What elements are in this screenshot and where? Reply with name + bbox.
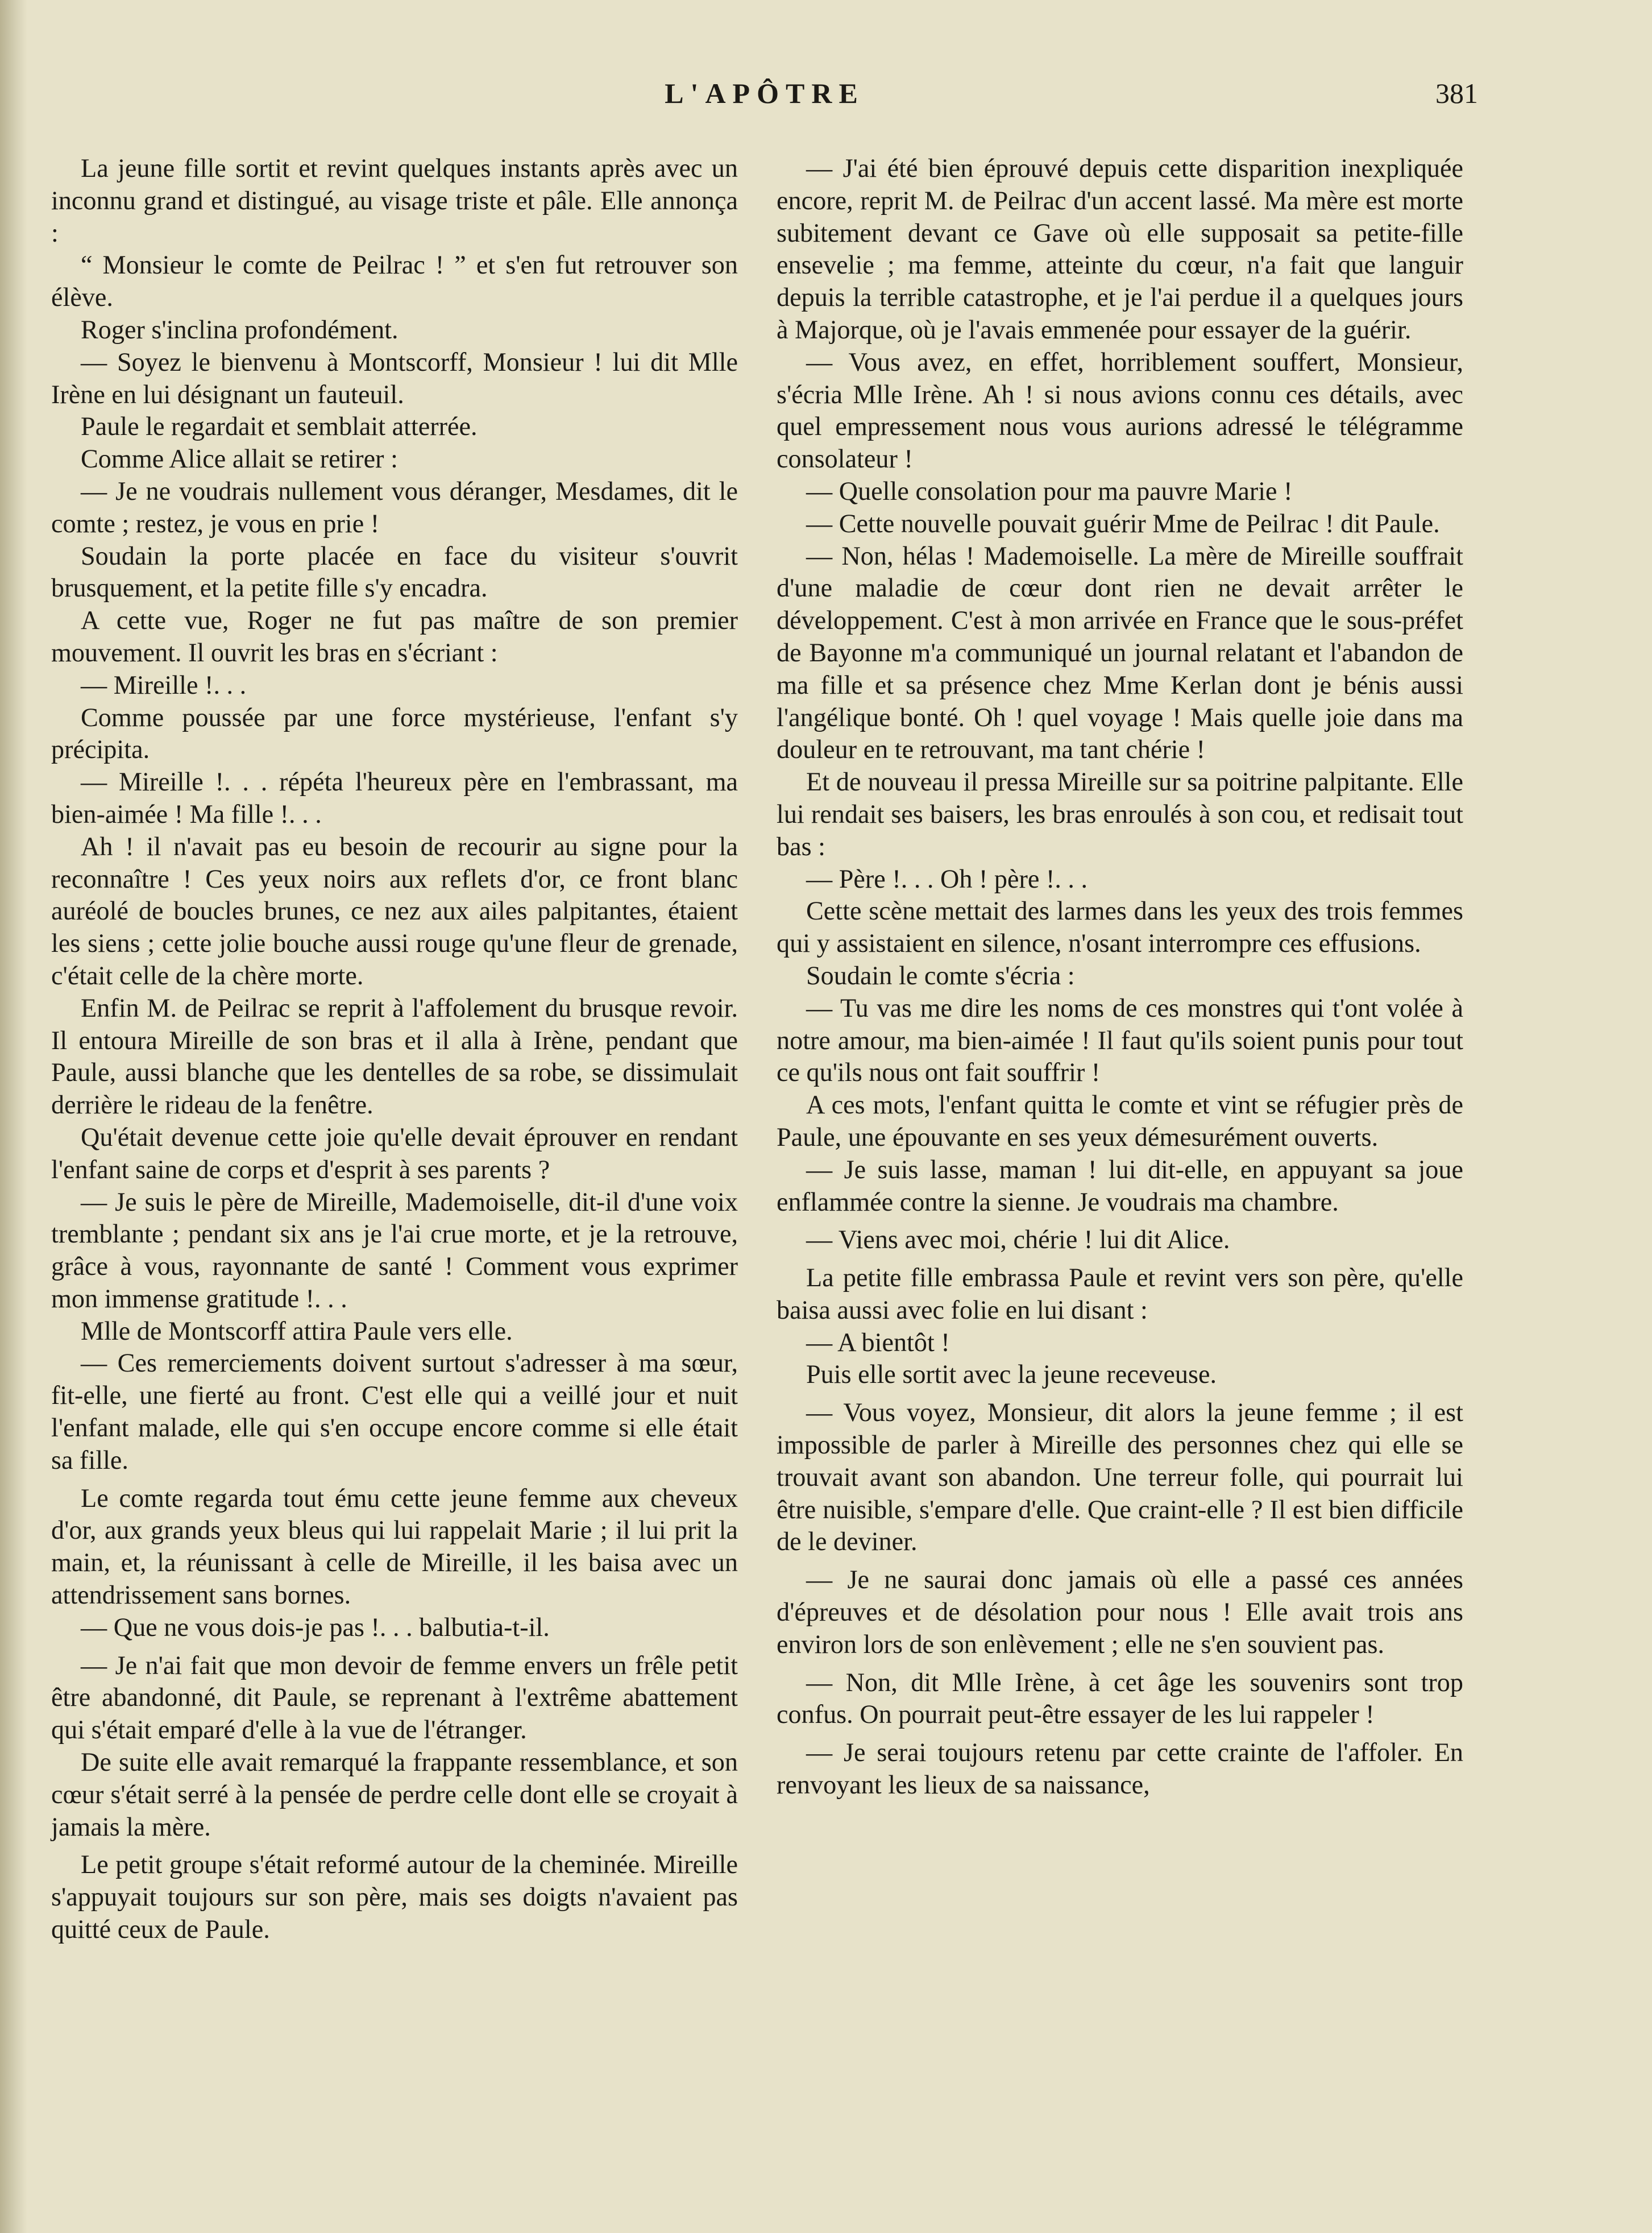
paragraph: — Vous voyez, Monsieur, dit alors la jeune femme ; il est impossible de parler à Mireille des personnes chez qui elle se trouvait avant son abandon. Une terreur folle, qui pourrait lui être nuisible, s'empare d'elle. Que craint-elle ? Il est bien difficile de le deviner. [777,1398,1463,1556]
paragraph: — J'ai été bien éprouvé depuis cette disparition inexpliquée encore, reprit M. de Peilrac d'un accent lassé. Ma mère est morte subitement devant ce Gave où elle supposait sa petite-fille ensevelie ; ma femme, atteinte du cœur, n'a fait que languir depuis la terrible catastrophe, et je l'ai perdue il a quelques jours à Majorque, où je l'avais emmenée pour essayer de la guérir. [777,154,1463,344]
paragraph: — Je ne saurai donc jamais où elle a passé ces années d'épreuves et de désolation pour nous ! Elle avait trois ans environ lors de son enlèvement ; elle ne s'en souvient pas. [777,1565,1463,1659]
paragraph: — Je n'ai fait que mon devoir de femme envers un frêle petit être abandonné, dit Paule, se reprenant à l'extrême abattement qui s'était emparé d'elle à la vue de l'étranger. [51,1650,738,1745]
paragraph: — Père !. . . Oh ! père !. . . [806,864,1088,893]
paragraph: — Non, hélas ! Mademoiselle. La mère de Mireille souffrait d'une maladie de cœur dont rien ne devait arrêter le développement. C'est à mon arrivée en France que le sous-préfet de Bayonne m'a communiqué un journal relatant et l'abandon de ma fille et sa présence chez Mme Kerlan dont je bénis aussi l'angélique bonté. Oh ! quel voyage ! Mais quelle joie dans ma douleur en te retrouvant, ma tant chérie ! [777,541,1463,764]
paragraph: Cette scène mettait des larmes dans les yeux des trois femmes qui y assistaient en silence, n'osant interrompre ces effusions. [777,896,1463,958]
paragraph: Mlle de Montscorff attira Paule vers elle. [81,1316,513,1345]
paragraph: — Tu vas me dire les noms de ces monstres qui t'ont volée à notre amour, ma bien-aimée ! Il faut qu'ils soient punis pour tout ce qu'ils nous ont fait souffrir ! [777,993,1463,1087]
paragraph: Soudain le comte s'écria : [806,960,1075,990]
paragraph: — Mireille !. . . répéta l'heureux père en l'embrassant, ma bien-aimée ! Ma fille !. . . [51,767,738,828]
paragraph: — Je serai toujours retenu par cette crainte de l'affoler. En renvoyant les lieux de sa naissance, [777,1738,1463,1800]
paragraph: Soudain la porte placée en face du visiteur s'ouvrit brusquement, et la petite fille s'y encadra. [51,541,738,603]
left-column [51,152,738,1946]
paragraph: Et de nouveau il pressa Mireille sur sa poitrine palpitante. Elle lui rendait ses baisers, les bras enroulés à son cou, et redisait tout bas : [777,767,1463,861]
page-header [51,77,1478,122]
paragraph: — Cette nouvelle pouvait guérir Mme de Peilrac ! dit Paule. [806,508,1440,538]
paragraph: Le comte regarda tout ému cette jeune femme aux cheveux d'or, aux grands yeux bleus qui lui rappelait Marie ; il lui prit la main, et, la réunissant à celle de Mireille, il les baisa avec un attendrissement sans bornes. [51,1483,738,1610]
paragraph: — Vous avez, en effet, horriblement souffert, Monsieur, s'écria Mlle Irène. Ah ! si nous avions connu ces détails, avec quel empressement nous vous aurions adressé le télégramme consolateur ! [777,347,1463,474]
paragraph: — Non, dit Mlle Irène, à cet âge les souvenirs sont trop confus. On pourrait peut-être essayer de les lui rappeler ! [777,1667,1463,1729]
paragraph: — Je suis lasse, maman ! lui dit-elle, en appuyant sa joue enflammée contre la sienne. Je voudrais ma chambre. [777,1154,1463,1216]
paragraph: La jeune fille sortit et revint quelques instants après avec un inconnu grand et distingué, au visage triste et pâle. Elle annonça : [51,154,738,247]
paragraph: Comme Alice allait se retirer : [81,444,398,474]
paragraph: De suite elle avait remarqué la frappante ressemblance, et son cœur s'était serré à la pensée de perdre celle dont elle se croyait à jamais la mère. [51,1747,738,1841]
paragraph: — Viens avec moi, chérie ! lui dit Alice. [806,1225,1230,1254]
paragraph: Paule le regardait et semblait atterrée. [81,412,478,441]
paragraph: Le petit groupe s'était reformé autour de la cheminée. Mireille s'appuyait toujours sur son père, mais ses doigts n'avaient pas quitté ceux de Paule. [51,1850,738,1944]
paragraph: Puis elle sortit avec la jeune receveuse. [806,1360,1217,1389]
paragraph: — Quelle consolation pour ma pauvre Marie ! [806,476,1293,506]
paragraph: — Soyez le bienvenu à Montscorff, Monsieur ! lui dit Mlle Irène en lui désignant un fauteuil. [51,347,738,409]
right-column [777,152,1463,1801]
paragraph: Qu'était devenue cette joie qu'elle devait éprouver en rendant l'enfant saine de corps et d'esprit à ses parents ? [51,1122,738,1184]
running-title: L'APÔTRE [665,77,865,109]
paragraph: — Je suis le père de Mireille, Mademoiselle, dit-il d'une voix tremblante ; pendant six ans je l'ai crue morte, et je la retrouve, grâce à vous, rayonnante de santé ! Comment vous exprimer mon immense gratitude !. . . [51,1187,738,1313]
paragraph: — Ces remerciements doivent surtout s'adresser à ma sœur, fit-elle, une fierté au front. C'est elle qui a veillé jour et nuit l'enfant malade, elle qui s'en occupe encore comme si elle était sa fille. [51,1348,738,1474]
paragraph: A cette vue, Roger ne fut pas maître de son premier mouvement. Il ouvrit les bras en s'écriant : [51,606,738,667]
paragraph: — Que ne vous dois-je pas !. . . balbutia-t-il. [81,1612,550,1642]
page-spine-shadow [0,0,27,2233]
paragraph: La petite fille embrassa Paule et revint vers son père, qu'elle baisa aussi avec folie en lui disant : [777,1263,1463,1324]
page-number: 381 [1435,77,1478,109]
paragraph: — Je ne voudrais nullement vous déranger, Mesdames, dit le comte ; restez, je vous en prie ! [51,476,738,538]
paragraph: Comme poussée par une force mystérieuse, l'enfant s'y précipita. [51,702,738,764]
paragraph: Roger s'inclina profondément. [81,314,399,344]
paragraph: “ Monsieur le comte de Peilrac ! ” et s'en fut retrouver son élève. [51,250,738,312]
paragraph: — Mireille !. . . [81,670,247,699]
paragraph: — A bientôt ! [806,1327,950,1357]
paragraph: Enfin M. de Peilrac se reprit à l'affolement du brusque revoir. Il entoura Mireille de son bras et il alla à Irène, pendant que Paule, aussi blanche que les dentelles de sa robe, se dissimulait derrière le rideau de la fenêtre. [51,993,738,1120]
paragraph: Ah ! il n'avait pas eu besoin de recourir au signe pour la reconnaître ! Ces yeux noirs aux reflets d'or, ce front blanc auréolé de boucles brunes, ce nez aux ailes palpitantes, étaient les siens ; cette jolie bouche aussi rouge qu'une fleur de grenade, c'était celle de la chère morte. [51,831,738,990]
paragraph: A ces mots, l'enfant quitta le comte et vint se réfugier près de Paule, une épouvante en ses yeux démesurément ouverts. [777,1090,1463,1151]
